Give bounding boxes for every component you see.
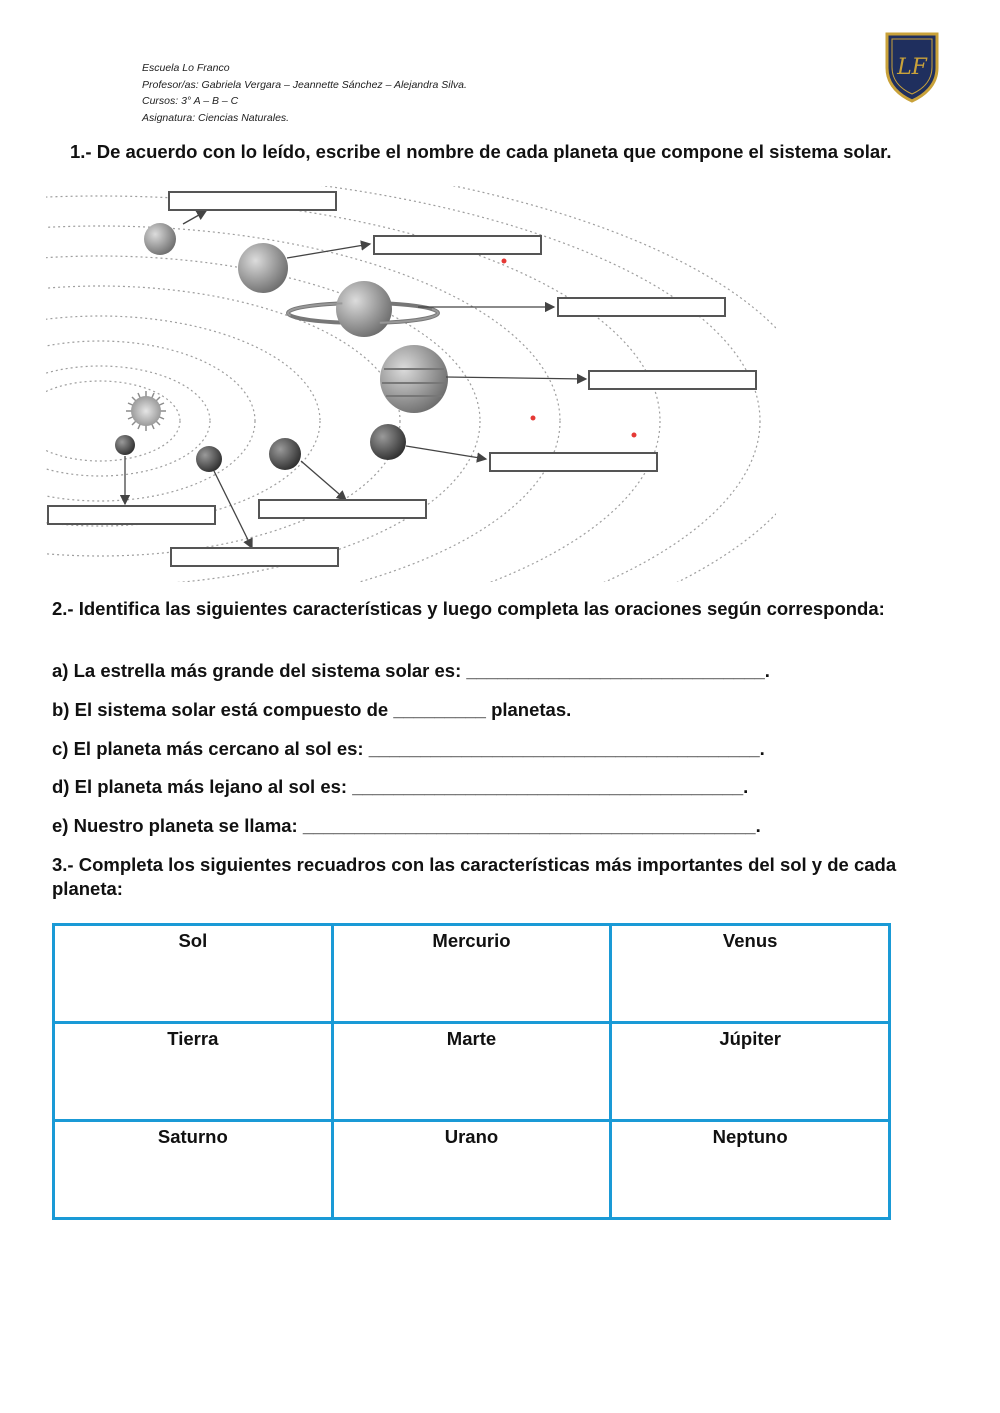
table-cell[interactable]: Venus — [611, 925, 890, 1023]
sentence-c[interactable]: c) El planeta más cercano al sol es: ______________________________________. — [52, 738, 765, 759]
table-cell[interactable]: Saturno — [54, 1121, 333, 1219]
document-header — [142, 60, 467, 126]
planet-neptune-icon — [144, 223, 176, 255]
table-row — [54, 1023, 890, 1121]
table-row — [54, 1121, 890, 1219]
sentence-e[interactable]: e) Nuestro planeta se llama: ____________________________________________. — [52, 815, 761, 836]
answer-box[interactable] — [171, 548, 338, 566]
school-name: Escuela Lo Franco — [142, 62, 230, 74]
planet-venus-icon — [196, 446, 222, 472]
question-1: 1.- De acuerdo con lo leído, escribe el nombre de cada planeta que compone el sistema solar. — [70, 141, 892, 162]
answer-box[interactable] — [374, 236, 541, 254]
table-cell[interactable]: Tierra — [54, 1023, 333, 1121]
table-cell[interactable]: Mercurio — [332, 925, 611, 1023]
sentence-a[interactable]: a) La estrella más grande del sistema solar es: _____________________________. — [52, 660, 770, 681]
table-cell[interactable]: Sol — [54, 925, 333, 1023]
table-row — [54, 925, 890, 1023]
table-cell[interactable]: Neptuno — [611, 1121, 890, 1219]
table-cell[interactable]: Marte — [332, 1023, 611, 1121]
svg-text:LF: LF — [897, 55, 927, 80]
answer-box[interactable] — [259, 500, 426, 518]
planet-mercury-icon — [115, 435, 135, 455]
label-arrows — [125, 211, 586, 548]
sentence-d[interactable]: d) El planeta más lejano al sol es: ______________________________________. — [52, 776, 749, 797]
school-crest-icon — [883, 30, 941, 104]
table-cell[interactable]: Urano — [332, 1121, 611, 1219]
table-cell[interactable]: Júpiter — [611, 1023, 890, 1121]
planet-earth-icon — [269, 438, 301, 470]
answer-box[interactable] — [169, 192, 336, 210]
sentence-b[interactable]: b) El sistema solar está compuesto de _________ planetas. — [52, 699, 572, 720]
sun-icon — [126, 391, 166, 431]
solar-system-diagram — [46, 186, 776, 582]
answer-box[interactable] — [589, 371, 756, 389]
answer-box[interactable] — [490, 453, 657, 471]
courses: Cursos: 3° A – B – C — [142, 95, 239, 107]
answer-box[interactable] — [558, 298, 725, 316]
question-3: 3.- Completa los siguientes recuadros con las características más importantes del sol y de cada planeta: — [52, 854, 897, 899]
planet-mars-icon — [370, 424, 406, 460]
answer-box[interactable] — [48, 506, 215, 524]
planet-jupiter-icon — [380, 345, 448, 413]
question-2: 2.- Identifica las siguientes características y luego completa las oraciones según corresponda: — [52, 598, 885, 619]
planet-characteristics-table — [52, 923, 891, 1220]
planet-uranus-icon — [238, 243, 288, 293]
subject: Asignatura: Ciencias Naturales. — [142, 111, 290, 124]
teachers: Profesor/as: Gabriela Vergara – Jeannette Sánchez – Alejandra Silva. — [142, 78, 467, 91]
